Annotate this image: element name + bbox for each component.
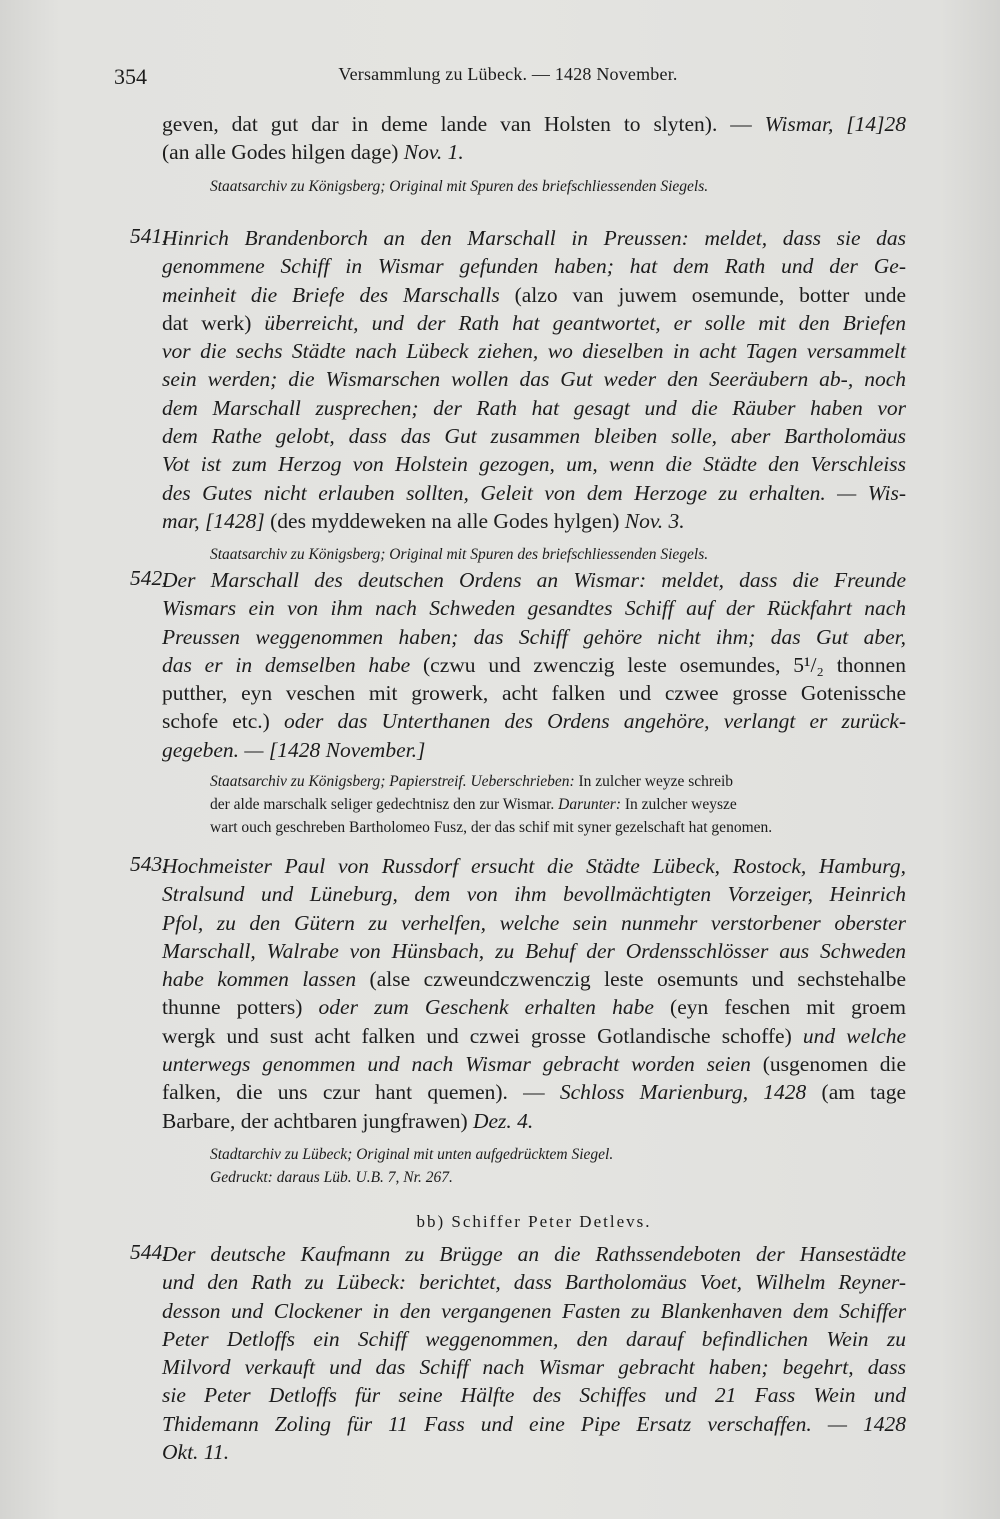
page-number: 354 <box>114 64 147 89</box>
text-line: Pfol, zu den Gütern zu verhelfen, welche sein nunmehr verstorbener oberster <box>162 910 906 935</box>
text-span: (eyn feschen mit groem <box>670 995 907 1020</box>
section-heading-block <box>162 1208 906 1236</box>
text-span: überreicht, und der Rath hat geantwortet, er solle mit den Briefen <box>264 310 907 335</box>
text-line: Hinrich Brandenborch an den Marschall in Preussen: meldet, dass sie das <box>162 226 906 250</box>
text-line: des Gutes nicht erlauben sollten, Geleit von dem Herzoge zu erhalten. — Wis- <box>162 480 906 505</box>
text-span: Schloss Marienburg, 1428 <box>559 1080 822 1105</box>
text-line: Vot ist zum Herzog von Holstein gezogen, um, wenn die Städte den Verschleiss <box>162 452 906 477</box>
text-span: mar, [1428] <box>162 508 271 533</box>
text-span: dat werk) <box>162 310 265 335</box>
text-line: genommene Schiff in Wismar gefunden haben; hat dem Rath und der Ge- <box>162 254 906 279</box>
text-span: unterwegs genommen und nach Wismar gebracht worden seien <box>162 1052 763 1077</box>
entry-number: 542. <box>130 566 168 590</box>
entry-541 <box>130 224 907 566</box>
entry-544 <box>130 1240 906 1466</box>
text-line: vor die sechs Städte nach Lübeck ziehen, wo dieselben in acht Tagen versammelt <box>162 339 906 364</box>
text-line: gegeben. — [1428 November.] <box>162 737 426 762</box>
text-line: Der deutsche Kaufmann zu Brügge an die Rathssendeboten der Hansestädte <box>162 1242 906 1266</box>
text-span: Barbare, der achtbaren jungfrawen) <box>162 1108 473 1133</box>
text-span: (an alle Godes hilgen dage) <box>162 140 404 165</box>
text-line: Preussen weggenommen haben; das Schiff gehöre nicht ihm; das Gut aber, <box>162 624 906 649</box>
text-line: dem Rathe gelobt, dass das Gut zusammen bleiben solle, aber Bartholomäus <box>162 424 906 449</box>
text-span: der alde marschalk seliger gedechtnisz den zur Wismar. <box>210 796 559 814</box>
text-line: Hochmeister Paul von Russdorf ersucht die Städte Lübeck, Rostock, Hamburg, <box>162 854 906 878</box>
text-span: Darunter: <box>558 796 625 814</box>
entry-543 <box>130 852 907 1189</box>
running-title: Versammlung zu Lübeck. — 1428 November. <box>338 64 678 84</box>
source-note: Staatsarchiv zu Königsberg; Original mit Spuren des briefschliessenden Siegels. <box>210 546 709 564</box>
text-line: Milvord verkauft und das Schiff nach Wismar gebracht haben; begehrt, dass <box>162 1355 906 1380</box>
source-note <box>210 793 906 816</box>
text-span: Staatsarchiv zu Königsberg; Papierstreif. Ueberschrieben: <box>210 773 579 791</box>
text-line: desson und Clockener in den vergangenen Fasten zu Blankenhaven dem Schiffer <box>162 1298 906 1323</box>
entry-542 <box>130 566 906 839</box>
text-span: (am tage <box>821 1080 906 1105</box>
text-span: In zulcher weysze <box>624 796 737 814</box>
text-span: In zulcher weyze schreib <box>578 773 734 791</box>
text-span: (czwu und zwenczig leste osemundes, 5¹/₂ thonnen <box>423 652 906 677</box>
text-span: thunne potters) <box>162 995 319 1020</box>
intro-continuation <box>162 110 906 198</box>
text-span: geven, dat gut dar in deme lande van Holsten to slyten). — <box>162 112 765 136</box>
section-heading: bb) Schiffer Peter Detlevs. <box>416 1212 652 1231</box>
text-line: Okt. 11. <box>162 1440 230 1465</box>
text-span: (des myddeweken na alle Godes hylgen) <box>270 508 625 533</box>
text-span: (alse czweundczwenczig leste osemunts und sechstehalbe <box>369 967 906 992</box>
text-line: Der Marschall des deutschen Ordens an Wismar: meldet, dass die Freunde <box>162 568 906 592</box>
text-line: sie Peter Detloffs für seine Hälfte des Schiffes und 21 Fass Wein und <box>162 1383 906 1408</box>
source-note: Gedruckt: daraus Lüb. U.B. 7, Nr. 267. <box>210 1168 453 1186</box>
source-note <box>210 770 906 793</box>
text-span: (usgenomen die <box>762 1052 906 1077</box>
text-span: oder das Unterthanen des Ordens angehöre, verlangt er zurück- <box>283 709 906 734</box>
text-span: meinheit die Briefe des Marschalls <box>162 282 515 307</box>
text-span: falken, die uns czur hant quemen). — <box>162 1080 560 1105</box>
text-span: Dez. 4. <box>472 1108 534 1133</box>
entry-number: 544. <box>130 1240 168 1264</box>
source-note: Staatsarchiv zu Königsberg; Original mit Spuren des briefschliessenden Siegels. <box>210 177 709 195</box>
text-span: und welche <box>802 1023 907 1048</box>
source-note: Stadtarchiv zu Lübeck; Original mit unten aufgedrücktem Siegel. <box>210 1145 614 1163</box>
text-line: und den Rath zu Lübeck: berichtet, dass Bartholomäus Voet, Wilhelm Reyner- <box>162 1270 906 1295</box>
text-line: Peter Detloffs ein Schiff weggenommen, den darauf befindlichen Wein zu <box>162 1326 906 1351</box>
text-span: habe kommen lassen <box>162 967 370 992</box>
text-line: Wismars ein von ihm nach Schweden gesandtes Schiff auf der Rückfahrt nach <box>162 596 906 621</box>
text-line: putther, eyn veschen mit growerk, acht falken und czwee grosse Gotenissche <box>162 681 906 706</box>
text-span: Nov. 3. <box>624 508 685 533</box>
text-span: oder zum Geschenk erhalten habe <box>318 995 671 1020</box>
text-line: dem Marschall zusprechen; der Rath hat gesagt und die Räuber haben vor <box>162 395 906 420</box>
text-line: Stralsund und Lüneburg, dem von ihm bevollmächtigten Vorzeiger, Heinrich <box>162 882 906 907</box>
text-line: sein werden; die Wismarschen wollen das Gut weder den Seeräubern ab-, noch <box>162 367 906 392</box>
text-line: Marschall, Walrabe von Hünsbach, zu Behuf der Ordensschlösser aus Schweden <box>162 938 906 963</box>
text-line: Thidemann Zoling für 11 Fass und eine Pipe Ersatz verschaffen. — 1428 <box>162 1411 906 1436</box>
page-header <box>114 64 888 92</box>
text-span: wergk und sust acht falken und czwei grosse Gotlandische schoffe) <box>162 1023 803 1048</box>
text-span: das er in demselben habe <box>162 652 424 677</box>
text-span: Wismar, [14]28 <box>764 112 906 136</box>
entry-number: 541. <box>130 224 168 248</box>
text-span: Nov. 1. <box>403 140 464 165</box>
text-span: (alzo van juwem osemunde, botter unde <box>514 282 906 307</box>
entry-number: 543. <box>130 852 168 876</box>
text-span: schofe etc.) <box>162 709 284 734</box>
source-note: wart ouch geschreben Bartholomeo Fusz, der das schif mit syner gezelschaft hat genomen. <box>210 819 773 837</box>
